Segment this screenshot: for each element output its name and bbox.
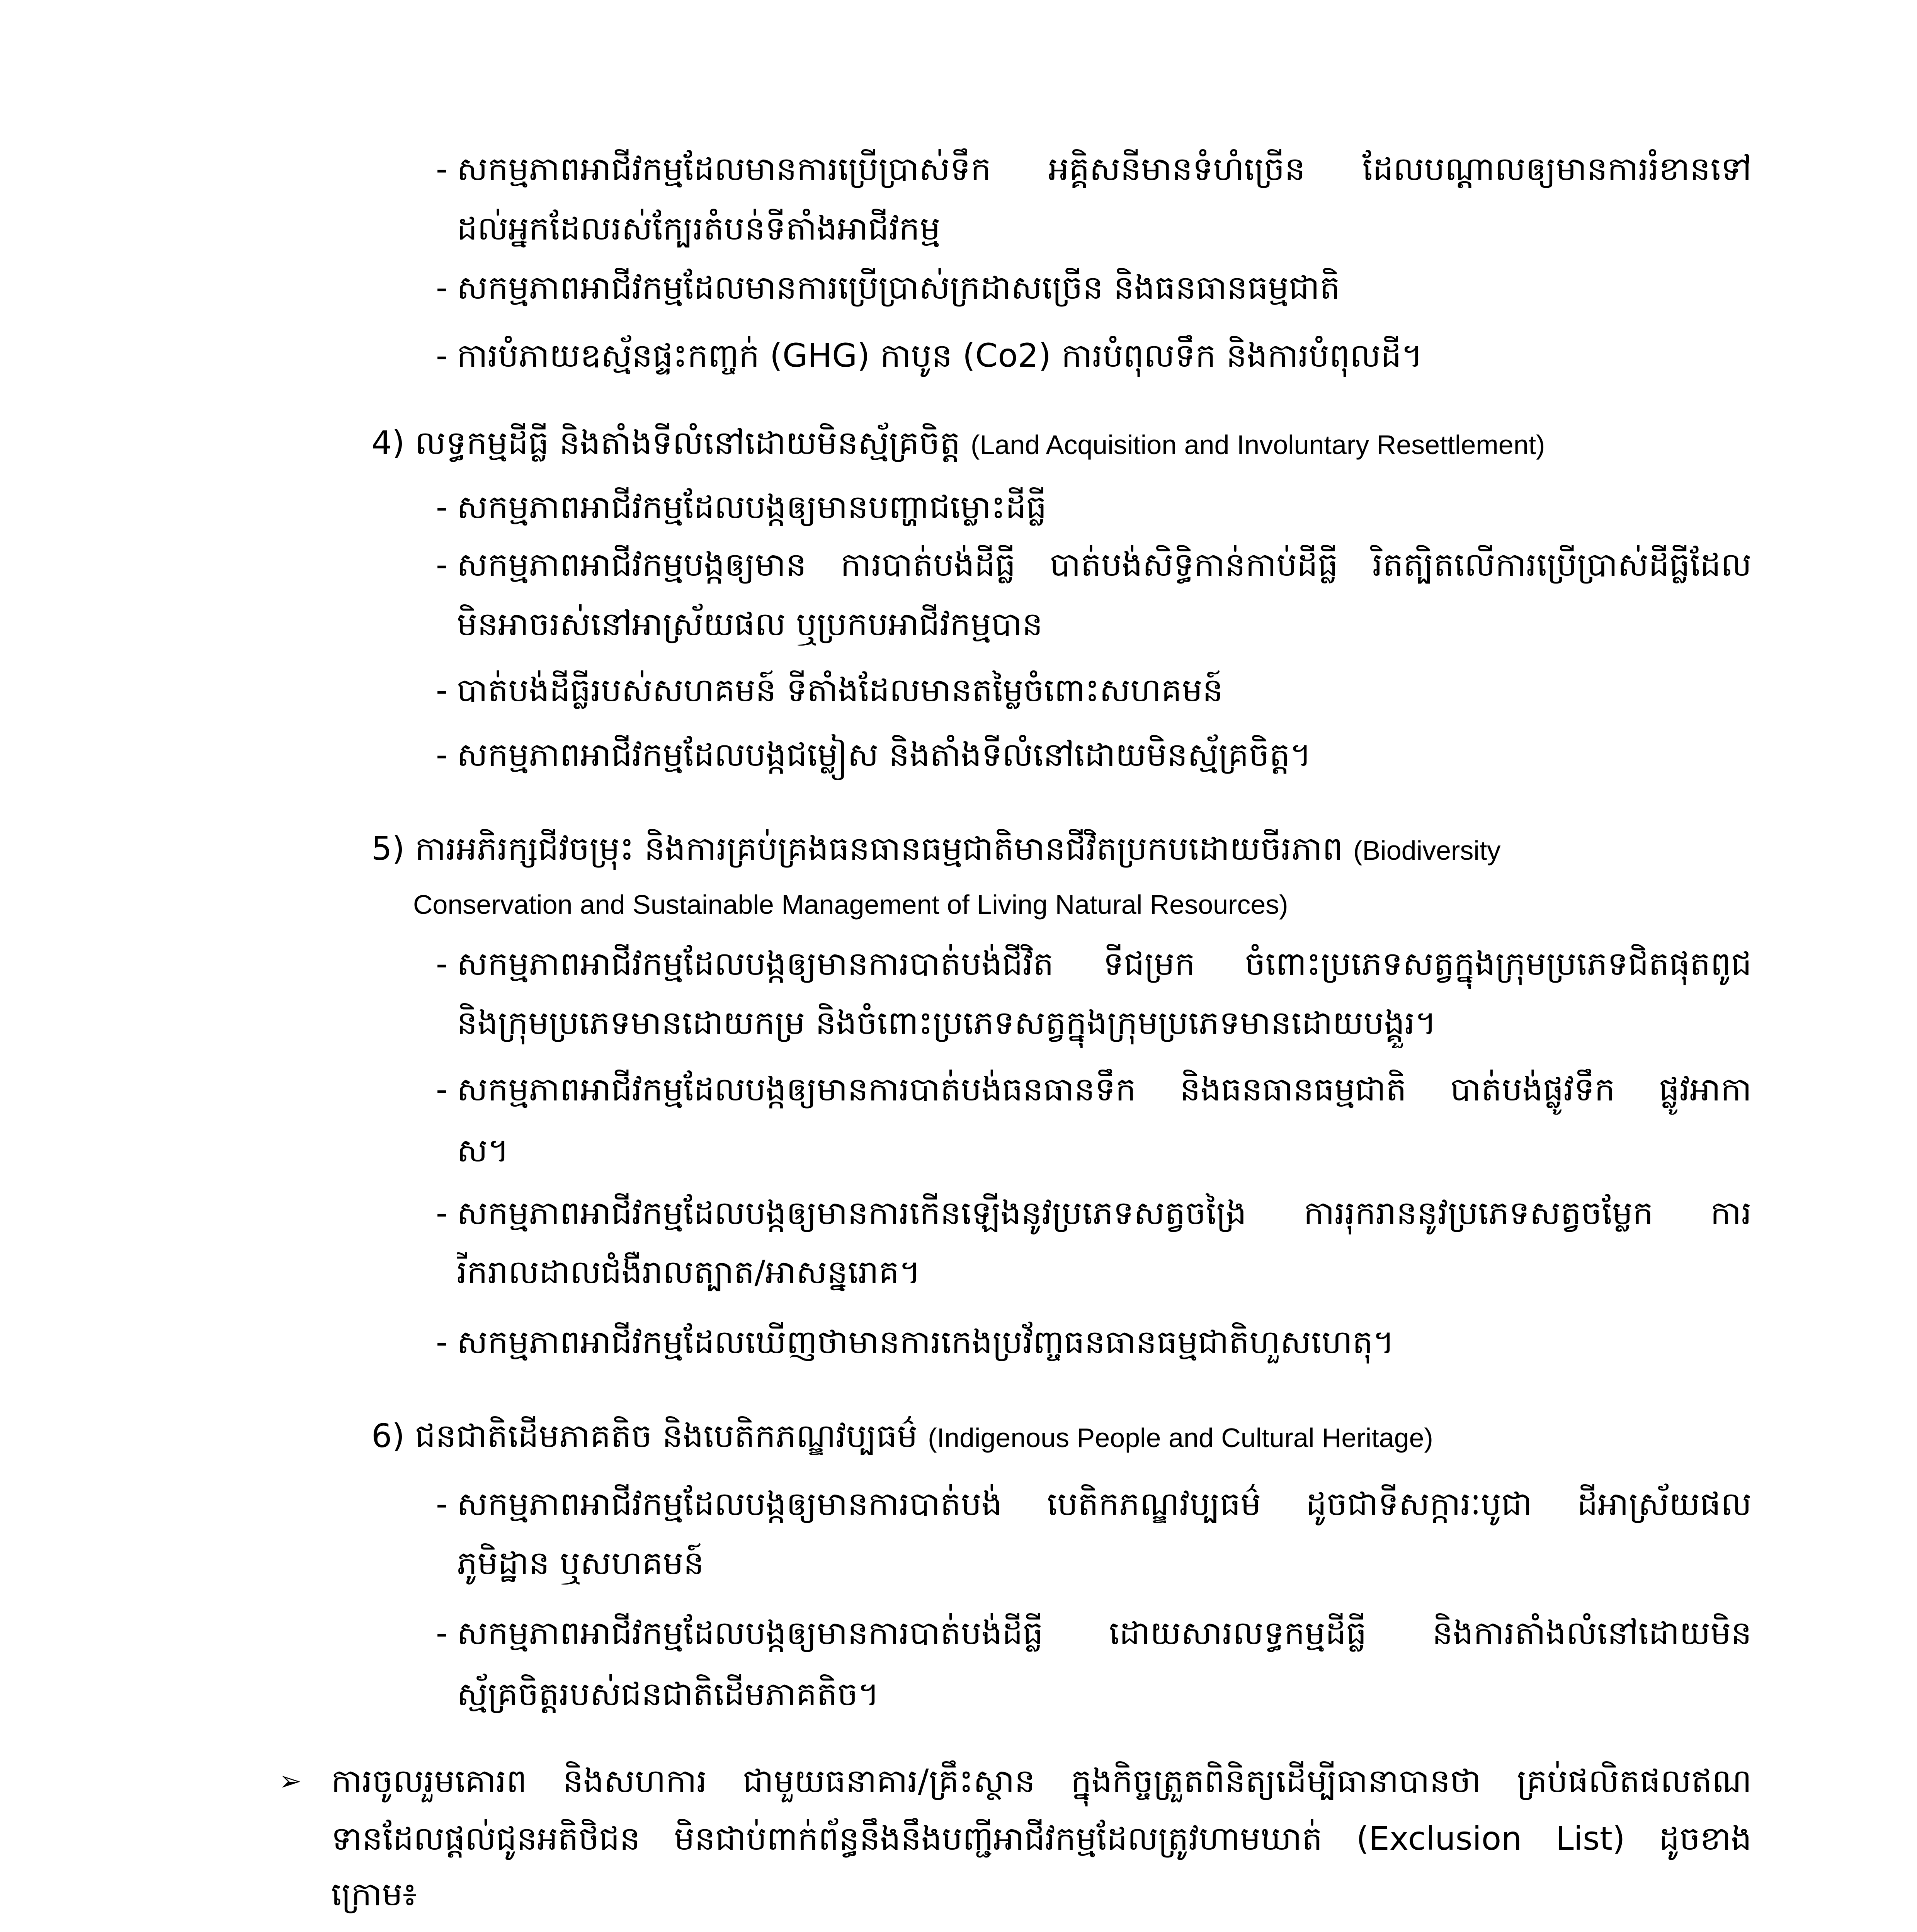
- section-number: 5): [371, 830, 405, 867]
- item-line: សកម្មភាពអាជីវកម្មដែលបង្កឲ្យមានការបាត់បង់ដីធ្លី ដោយសារលទ្ធកម្មដីធ្លី និងការតាំងលំនៅដោយមិន: [457, 1614, 1752, 1652]
- paragraph-line: ការចូលរួមគោរព និងសហការ ជាមួយធនាគារ/គ្រឹះស្ថាន ក្នុងកិច្ចត្រួតពិនិត្យដើម្បីធានាបានថា គ្រប់ផលិតផលឥណ: [331, 1762, 1752, 1800]
- paragraph-line: ទានដែលផ្តល់ជូនអតិថិជន មិនជាប់ពាក់ព័ន្ធនឹងនឹងបញ្ជីអាជីវកម្មដែលត្រូវហាមឃាត់ (Exclusion List) ដូចខាង: [331, 1820, 1752, 1857]
- item-line: រីករាលដាលជំងឺរាលត្បាត/អាសន្នរោគ។: [457, 1253, 921, 1291]
- bullet-dash: -: [436, 150, 448, 188]
- item-line: សកម្មភាពអាជីវកម្មបង្កឲ្យមាន ការបាត់បង់ដីធ្លី បាត់បង់សិទ្ធិកាន់កាប់ដីធ្លី រិតត្បិតលើការប្រើប្រាស់ដីធ្លីដែល: [457, 546, 1752, 583]
- bullet-dash: -: [436, 1070, 448, 1108]
- item-line: សកម្មភាពអាជីវកម្មដែលបង្កឲ្យមានការបាត់បង់ជីវិត ទីជម្រក ចំពោះប្រភេទសត្វក្នុងក្រុមប្រភេទជិតផុតពូជ: [457, 945, 1752, 983]
- item-line: សកម្មភាពអាជីវកម្មដែលបង្កឲ្យមានការកើនឡើងនូវប្រភេទសត្វចង្រៃ ការរុករាននូវប្រភេទសត្វចម្លែក ការ: [457, 1194, 1752, 1232]
- bullet-dash: -: [436, 269, 448, 306]
- section-title-en-continued: Conservation and Sustainable Management of Living Natural Resources): [413, 889, 1288, 920]
- item-line: ការបំភាយឧស្ម័នផ្ទះកញ្ចក់ (GHG) កាបូន (Co2) ការបំពុលទឹក និងការបំពុលដី។: [457, 337, 1423, 374]
- item-line: សកម្មភាពអាជីវកម្មដែលបង្កឲ្យមានការបាត់បង់ធនធានទឹក និងធនធានធម្មជាតិ បាត់បង់ផ្លូវទឹក ផ្លូវអាកា: [457, 1070, 1752, 1108]
- bullet-dash: -: [436, 1194, 448, 1232]
- section-title-en: (Biodiversity: [1353, 835, 1501, 866]
- bullet-dash: -: [436, 337, 448, 374]
- section-title-en: (Indigenous People and Cultural Heritage): [928, 1423, 1433, 1453]
- item-line: ស្ម័គ្រចិត្តរបស់ជនជាតិដើមភាគតិច។: [457, 1675, 879, 1713]
- item-line: សកម្មភាពអាជីវកម្មដែលឃើញថាមានការកេងប្រវ័ញ្ចធនធានធម្មជាតិហួសហេតុ។: [457, 1323, 1395, 1361]
- section-number: 4): [371, 424, 405, 462]
- section-heading-4: [371, 414, 1752, 472]
- bullet-dash: -: [436, 488, 448, 526]
- item-line: ភូមិដ្ឋាន ឬសហគមន៍: [457, 1544, 704, 1582]
- item-line: ស។: [457, 1131, 509, 1169]
- item-line: សកម្មភាពអាជីវកម្មដែលបង្កជម្លៀស និងតាំងទីលំនៅដោយមិនស្ម័គ្រចិត្ត។: [457, 736, 1311, 774]
- section-title: លទ្ធកម្មដីធ្លី និងតាំងទីលំនៅដោយមិនស្ម័គ្រចិត្ត: [415, 424, 961, 462]
- section-title: ជនជាតិដើមភាគតិច និងបេតិកភណ្ឌវប្បធម៌: [415, 1417, 918, 1455]
- section-heading-6: [371, 1407, 1752, 1465]
- bullet-dash: -: [436, 671, 448, 709]
- section-title: ការអភិរក្សជីវចម្រុះ និងការគ្រប់គ្រងធនធានធម្មជាតិមានជីវិតប្រកបដោយចីរភាព: [415, 830, 1343, 867]
- arrow-bullet-icon: ➢: [279, 1765, 302, 1797]
- item-line: ដល់អ្នកដែលរស់ក្បែរតំបន់ទីតាំងអាជីវកម្ម: [457, 209, 941, 247]
- bullet-dash: -: [436, 1614, 448, 1652]
- bullet-dash: -: [436, 546, 448, 583]
- item-line: សកម្មភាពអាជីវកម្មដែលមានការប្រើប្រាស់ក្រដាសច្រើន និងធនធានធម្មជាតិ: [457, 269, 1340, 306]
- bullet-dash: -: [436, 1485, 448, 1523]
- bullet-dash: -: [436, 1323, 448, 1361]
- list-dash: [331, 1930, 343, 1932]
- item-line: មិនអាចរស់នៅអាស្រ័យផល ឬប្រកបអាជីវកម្មបាន: [457, 605, 1043, 643]
- item-line: សកម្មភាពអាជីវកម្មដែលមានការប្រើប្រាស់ទឹក អគ្គិសនីមានទំហំច្រើន ដែលបណ្តាលឲ្យមានការរំខានទៅ: [457, 150, 1752, 188]
- item-line: សកម្មភាពអាជីវកម្មដែលបង្កឲ្យមានបញ្ហាជម្លោះដីធ្លី: [457, 488, 1047, 526]
- bullet-dash: -: [436, 945, 448, 983]
- item-line: បាត់បង់ដីធ្លីរបស់សហគមន៍ ទីតាំងដែលមានតម្លៃចំពោះសហគមន៍: [457, 671, 1223, 709]
- section-number: 6): [371, 1417, 405, 1455]
- paragraph-line: ក្រោម៖: [331, 1875, 417, 1913]
- item-line: និងក្រុមប្រភេទមានដោយកម្រ និងចំពោះប្រភេទសត្វក្នុងក្រុមប្រភេទមានដោយបង្គួរ។: [457, 1004, 1437, 1042]
- item-line: សកម្មភាពអាជីវកម្មដែលបង្កឲ្យមានការបាត់បង់ បេតិកភណ្ឌវប្បធម៌ ដូចជាទីសក្ការៈបូជា ដីអាស្រ័យផល: [457, 1485, 1752, 1523]
- section-heading-5: [371, 820, 1752, 878]
- exclusion-item-line: [380, 1930, 1752, 1932]
- section-title-en: (Land Acquisition and Involuntary Resettlement): [971, 430, 1545, 460]
- bullet-dash: -: [436, 736, 448, 774]
